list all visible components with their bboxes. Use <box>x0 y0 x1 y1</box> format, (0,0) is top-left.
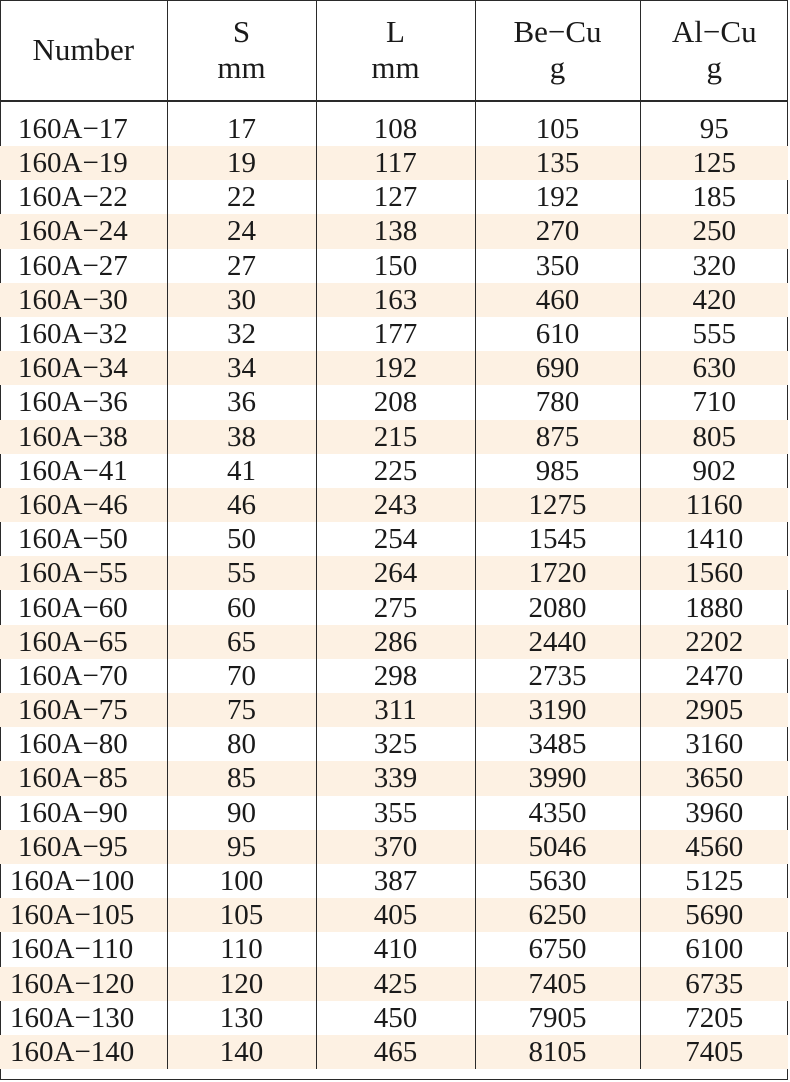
cell-number: 160A−22 <box>18 181 128 214</box>
table-row <box>0 693 788 727</box>
cell-l: 127 <box>316 180 475 214</box>
cell-s: 75 <box>167 693 316 727</box>
cell-s: 80 <box>167 727 316 761</box>
cell-be-cu: 3190 <box>475 693 640 727</box>
cell-be-cu: 5046 <box>475 830 640 864</box>
cell-s: 27 <box>167 249 316 283</box>
cell-al-cu: 3960 <box>640 796 788 830</box>
cell-al-cu: 2905 <box>640 693 788 727</box>
table-row <box>0 146 788 180</box>
cell-number: 160A−60 <box>18 591 128 624</box>
cell-be-cu: 7405 <box>475 967 640 1001</box>
cell-number: 160A−36 <box>18 386 128 419</box>
table-row <box>0 317 788 351</box>
table-row <box>0 1001 788 1035</box>
cell-l: 325 <box>316 727 475 761</box>
cell-al-cu: 7405 <box>640 1035 788 1069</box>
cell-be-cu: 105 <box>475 101 640 146</box>
cell-be-cu: 3485 <box>475 727 640 761</box>
cell-number: 160A−46 <box>0 488 167 522</box>
cell-l: 150 <box>316 249 475 283</box>
header-unit: mm <box>217 50 266 85</box>
cell-al-cu: 5125 <box>640 864 788 898</box>
cell-l: 387 <box>316 864 475 898</box>
cell-l: 243 <box>316 488 475 522</box>
table-row <box>0 727 788 761</box>
header-row <box>0 0 788 101</box>
cell-be-cu: 2080 <box>475 590 640 624</box>
cell-al-cu: 250 <box>640 214 788 248</box>
cell-l: 215 <box>316 420 475 454</box>
cell-l: 108 <box>316 101 475 146</box>
cell-be-cu: 8105 <box>475 1035 640 1069</box>
cell-s: 22 <box>167 180 316 214</box>
table-row <box>0 101 788 146</box>
cell-l: 117 <box>316 146 475 180</box>
header-label: Al−Cu <box>671 14 757 49</box>
cell-al-cu: 3160 <box>640 727 788 761</box>
header-unit: mm <box>371 50 420 85</box>
table-body <box>0 101 788 1069</box>
header-unit: g <box>549 50 566 85</box>
cell-number: 160A−55 <box>0 556 167 590</box>
cell-s: 46 <box>167 488 316 522</box>
table-row <box>0 932 788 966</box>
cell-al-cu: 3650 <box>640 761 788 795</box>
cell-s: 100 <box>167 864 316 898</box>
cell-al-cu: 630 <box>640 351 788 385</box>
cell-al-cu: 2470 <box>640 659 788 693</box>
table-row <box>0 351 788 385</box>
cell-al-cu: 6100 <box>640 932 788 966</box>
cell-s: 30 <box>167 283 316 317</box>
table-row <box>0 488 788 522</box>
cell-al-cu: 7205 <box>640 1001 788 1035</box>
cell-l: 370 <box>316 830 475 864</box>
table-header <box>0 0 788 101</box>
table-row <box>0 590 788 624</box>
cell-be-cu: 270 <box>475 214 640 248</box>
cell-al-cu: 4560 <box>640 830 788 864</box>
cell-l: 410 <box>316 932 475 966</box>
table-row <box>0 967 788 1001</box>
cell-number: 160A−85 <box>0 761 167 795</box>
cell-be-cu: 610 <box>475 317 640 351</box>
cell-s: 60 <box>167 590 316 624</box>
cell-l: 355 <box>316 796 475 830</box>
cell-be-cu: 2735 <box>475 659 640 693</box>
cell-l: 177 <box>316 317 475 351</box>
cell-al-cu: 320 <box>640 249 788 283</box>
table-row <box>0 625 788 659</box>
cell-number: 160A−27 <box>18 249 128 282</box>
cell-number: 160A−95 <box>0 830 167 864</box>
table-row <box>0 454 788 488</box>
cell-l: 425 <box>316 967 475 1001</box>
cell-l: 254 <box>316 522 475 556</box>
cell-s: 110 <box>167 932 316 966</box>
cell-be-cu: 5630 <box>475 864 640 898</box>
cell-s: 38 <box>167 420 316 454</box>
cell-number: 160A−80 <box>18 728 128 761</box>
cell-l: 208 <box>316 385 475 419</box>
cell-l: 225 <box>316 454 475 488</box>
cell-be-cu: 780 <box>475 385 640 419</box>
cell-al-cu: 185 <box>640 180 788 214</box>
cell-number: 160A−19 <box>0 146 167 180</box>
header-be-cu <box>475 0 640 101</box>
cell-al-cu: 420 <box>640 283 788 317</box>
cell-number: 160A−70 <box>18 659 128 692</box>
table-row <box>0 283 788 317</box>
cell-be-cu: 985 <box>475 454 640 488</box>
cell-l: 275 <box>316 590 475 624</box>
cell-number: 160A−130 <box>10 1001 135 1034</box>
cell-al-cu: 1160 <box>640 488 788 522</box>
cell-be-cu: 6750 <box>475 932 640 966</box>
cell-l: 264 <box>316 556 475 590</box>
table-row <box>0 659 788 693</box>
table-row <box>0 522 788 556</box>
cell-be-cu: 3990 <box>475 761 640 795</box>
header-al-cu <box>640 0 788 101</box>
cell-s: 95 <box>167 830 316 864</box>
cell-al-cu: 125 <box>640 146 788 180</box>
cell-number: 160A−30 <box>0 283 167 317</box>
cell-al-cu: 95 <box>640 101 788 146</box>
cell-s: 32 <box>167 317 316 351</box>
cell-s: 17 <box>167 101 316 146</box>
cell-be-cu: 135 <box>475 146 640 180</box>
cell-be-cu: 1275 <box>475 488 640 522</box>
cell-number: 160A−65 <box>0 625 167 659</box>
table-row <box>0 214 788 248</box>
cell-l: 163 <box>316 283 475 317</box>
cell-al-cu: 1560 <box>640 556 788 590</box>
cell-s: 120 <box>167 967 316 1001</box>
cell-be-cu: 6250 <box>475 898 640 932</box>
cell-s: 85 <box>167 761 316 795</box>
table-row <box>0 180 788 214</box>
cell-s: 19 <box>167 146 316 180</box>
cell-al-cu: 1410 <box>640 522 788 556</box>
cell-number: 160A−24 <box>0 214 167 248</box>
header-l <box>316 0 475 101</box>
cell-l: 405 <box>316 898 475 932</box>
table-row <box>0 1035 788 1069</box>
cell-be-cu: 1545 <box>475 522 640 556</box>
header-label: L <box>386 14 405 49</box>
table-row <box>0 898 788 932</box>
cell-number: 160A−140 <box>0 1035 167 1069</box>
cell-number: 160A−34 <box>0 351 167 385</box>
cell-be-cu: 4350 <box>475 796 640 830</box>
cell-al-cu: 1880 <box>640 590 788 624</box>
cell-s: 24 <box>167 214 316 248</box>
cell-be-cu: 2440 <box>475 625 640 659</box>
cell-number: 160A−41 <box>18 454 128 487</box>
table-row <box>0 864 788 898</box>
cell-l: 339 <box>316 761 475 795</box>
cell-be-cu: 460 <box>475 283 640 317</box>
table-row <box>0 830 788 864</box>
cell-al-cu: 5690 <box>640 898 788 932</box>
cell-l: 450 <box>316 1001 475 1035</box>
cell-s: 130 <box>167 1001 316 1035</box>
table-row <box>0 796 788 830</box>
cell-s: 140 <box>167 1035 316 1069</box>
cell-l: 192 <box>316 351 475 385</box>
cell-number: 160A−90 <box>18 796 128 829</box>
cell-l: 311 <box>316 693 475 727</box>
header-label: S <box>232 14 251 49</box>
cell-number: 160A−50 <box>18 523 128 556</box>
cell-number: 160A−100 <box>10 865 135 898</box>
cell-s: 90 <box>167 796 316 830</box>
cell-l: 465 <box>316 1035 475 1069</box>
cell-al-cu: 6735 <box>640 967 788 1001</box>
header-unit: g <box>706 50 722 85</box>
cell-al-cu: 2202 <box>640 625 788 659</box>
cell-number: 160A−75 <box>0 693 167 727</box>
cell-al-cu: 902 <box>640 454 788 488</box>
cell-number: 160A−38 <box>0 420 167 454</box>
header-s <box>167 0 316 101</box>
cell-s: 41 <box>167 454 316 488</box>
header-label: Number <box>32 32 135 67</box>
cell-s: 70 <box>167 659 316 693</box>
table-row <box>0 420 788 454</box>
cell-l: 138 <box>316 214 475 248</box>
cell-number: 160A−17 <box>18 113 128 145</box>
cell-s: 105 <box>167 898 316 932</box>
cell-be-cu: 1720 <box>475 556 640 590</box>
table-row <box>0 385 788 419</box>
cell-number: 160A−105 <box>0 898 167 932</box>
cell-al-cu: 710 <box>640 385 788 419</box>
cell-be-cu: 875 <box>475 420 640 454</box>
cell-s: 55 <box>167 556 316 590</box>
cell-s: 34 <box>167 351 316 385</box>
cell-al-cu: 805 <box>640 420 788 454</box>
cell-l: 298 <box>316 659 475 693</box>
cell-number: 160A−120 <box>0 967 167 1001</box>
header-label: Be−Cu <box>513 14 602 49</box>
cell-s: 65 <box>167 625 316 659</box>
table-row <box>0 249 788 283</box>
cell-number: 160A−110 <box>10 933 134 966</box>
cell-s: 36 <box>167 385 316 419</box>
cell-al-cu: 555 <box>640 317 788 351</box>
table-row <box>0 761 788 795</box>
cell-be-cu: 690 <box>475 351 640 385</box>
cell-number: 160A−32 <box>18 318 128 351</box>
cell-l: 286 <box>316 625 475 659</box>
table-row <box>0 556 788 590</box>
cell-be-cu: 192 <box>475 180 640 214</box>
cell-be-cu: 7905 <box>475 1001 640 1035</box>
cell-be-cu: 350 <box>475 249 640 283</box>
cell-s: 50 <box>167 522 316 556</box>
header-number <box>0 0 167 101</box>
